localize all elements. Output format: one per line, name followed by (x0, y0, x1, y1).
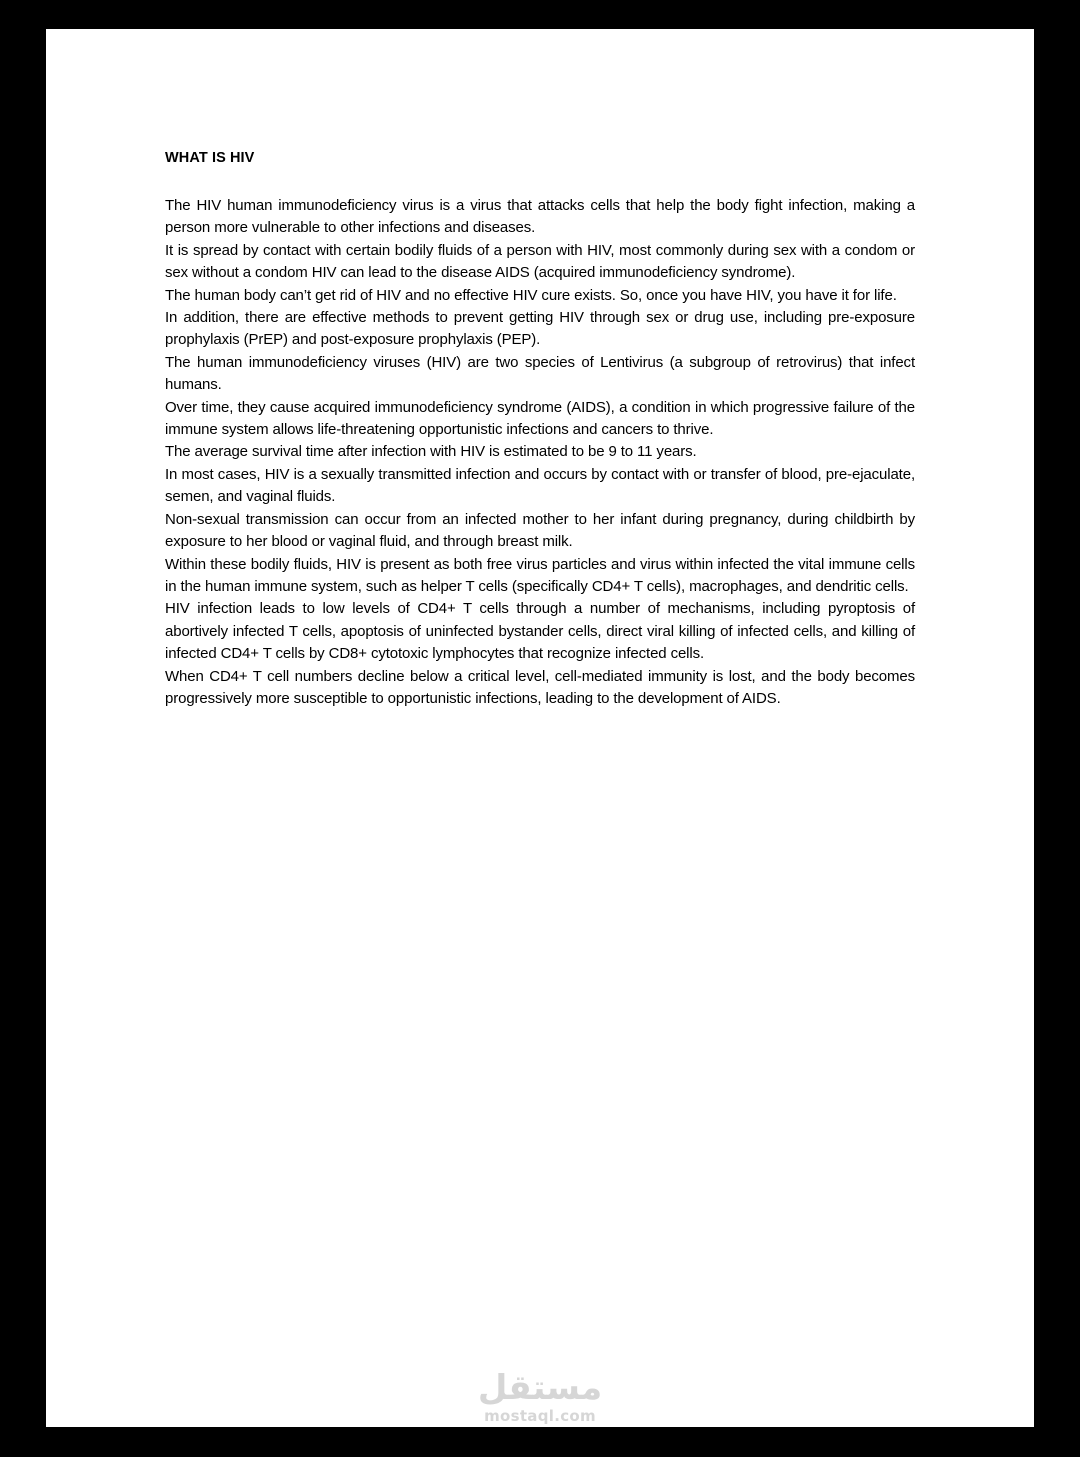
paragraph: Within these bodily fluids, HIV is present as both free virus particles and virus within infected the vital immune cells in the human immune system, such as helper T cells (specifically CD4+ T cells), macrophages, and dendritic cells. (165, 555, 915, 595)
paragraph: Over time, they cause acquired immunodeficiency syndrome (AIDS), a condition in which progressive failure of the immune system allows life-threatening opportunistic infections and cancers to thrive. (165, 398, 915, 439)
paragraph: When CD4+ T cell numbers decline below a critical level, cell-mediated immunity is lost, and the body becomes progressively more susceptible to opportunistic infections, leading to the development of AIDS. (165, 667, 915, 707)
paragraph: The HIV human immunodeficiency virus is a virus that attacks cells that help the body fight infection, making a person more vulnerable to other infections and diseases. (165, 197, 915, 237)
mostaql-watermark (46, 1369, 1034, 1425)
paragraph: Non-sexual transmission can occur from an infected mother to her infant during pregnancy, during childbirth by exposure to her blood or vaginal fluid, and through breast milk. (165, 510, 915, 551)
paragraph: In addition, there are effective methods to prevent getting HIV through sex or drug use, including pre-exposure prophylaxis (PrEP) and post-exposure prophylaxis (PEP). (165, 309, 915, 349)
paragraph: HIV infection leads to low levels of CD4+ T cells through a number of mechanisms, including pyroptosis of abortively infected T cells, apoptosis of uninfected bystander cells, direct viral killing of infected cells, and killing of infected CD4+ T cells by CD8+ cytotoxic lymphocytes that recognize infected cells. (165, 600, 915, 663)
watermark-arabic-logo: مستقل (477, 1368, 603, 1408)
paragraph: In most cases, HIV is a sexually transmitted infection and occurs by contact with or transfer of blood, pre-ejaculate, semen, and vaginal fluids. (165, 465, 915, 506)
document-body (165, 147, 915, 710)
paragraph: The average survival time after infection with HIV is estimated to be 9 to 11 years. (165, 443, 697, 461)
document-title: WHAT IS HIV (165, 150, 255, 166)
watermark-url: mostaql.com (484, 1407, 596, 1425)
paragraph: The human body can’t get rid of HIV and no effective HIV cure exists. So, once you have HIV, you have it for life. (165, 286, 897, 304)
document-page (46, 29, 1034, 1427)
paragraph: It is spread by contact with certain bodily fluids of a person with HIV, most commonly during sex with a condom or sex without a condom HIV can lead to the disease AIDS (acquired immunodeficiency syndrome). (165, 241, 915, 282)
paragraph: The human immunodeficiency viruses (HIV) are two species of Lentivirus (a subgroup of retrovirus) that infect humans. (165, 353, 915, 394)
